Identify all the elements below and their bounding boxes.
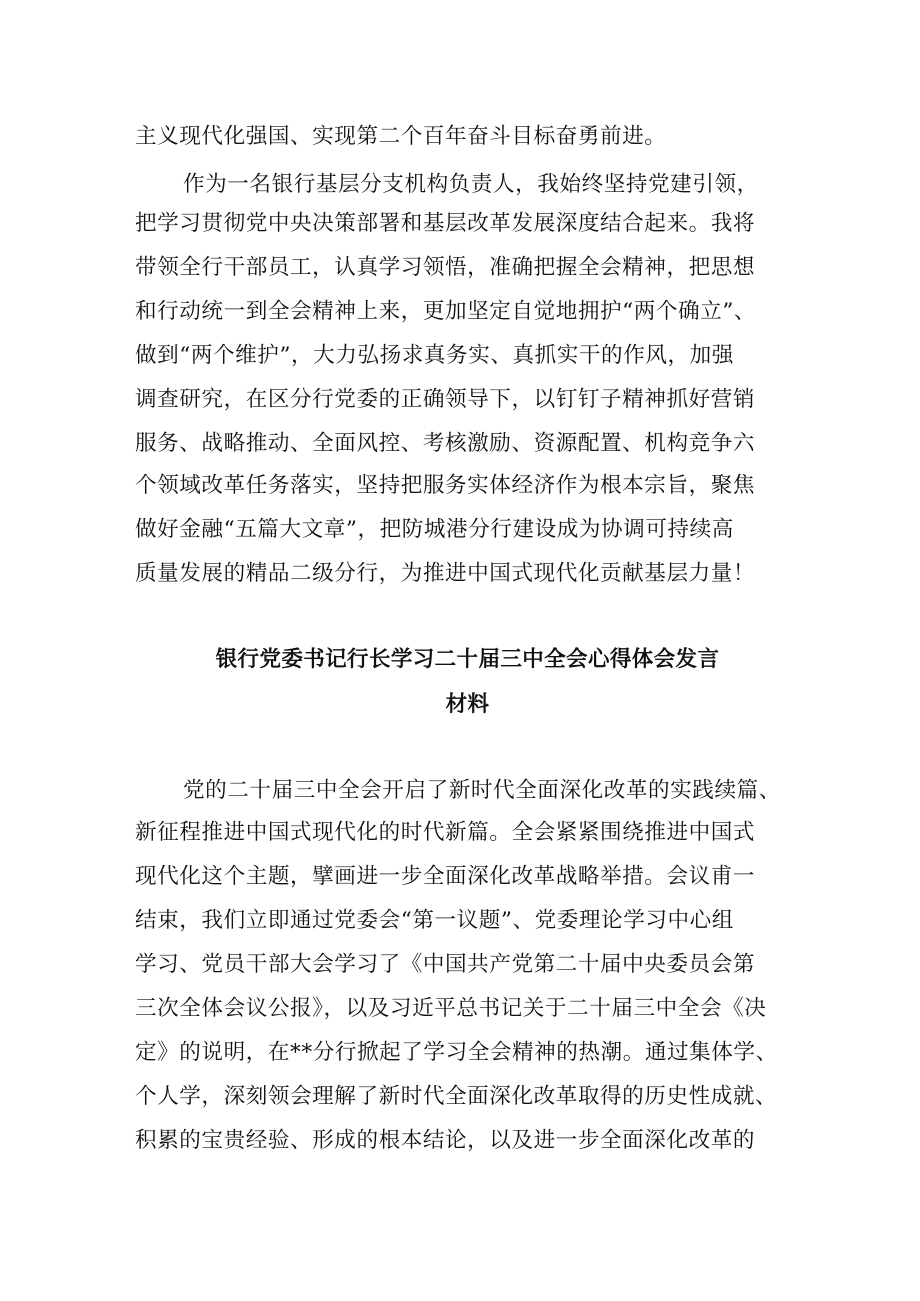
paragraph-line: 质量发展的精品二级分行，为推进中国式现代化贡献基层力量！: [135, 561, 756, 586]
section-title: 银行党委书记行长学习二十届三中全会心得体会发言: [215, 647, 720, 672]
paragraph-line: 现代化这个主题，擘画进一步全面深化改革战略举措。会议甫一: [135, 864, 756, 889]
paragraph-line: 带领全行干部员工，认真学习领悟，准确把握全会精神，把思想: [135, 255, 756, 280]
paragraph-line: 三次全体会议公报》，以及习近平总书记关于二十届三中全会《决: [135, 996, 767, 1021]
paragraph-line: 个人学，深刻领会理解了新时代全面深化改革取得的历史性成就、: [135, 1084, 778, 1109]
paragraph-line: 学习、党员干部大会学习了《中国共产党第二十届中央委员会第: [135, 952, 756, 977]
paragraph-line: 定》的说明，在**分行掀起了学习全会精神的热潮。通过集体学、: [135, 1040, 778, 1065]
paragraph-line: 调查研究，在区分行党委的正确领导下，以钉钉子精神抓好营销: [135, 387, 756, 412]
paragraph-line: 党的二十届三中全会开启了新时代全面深化改革的实践续篇、: [183, 778, 781, 803]
paragraph-line: 新征程推进中国式现代化的时代新篇。全会紧紧围绕推进中国式: [135, 820, 756, 845]
paragraph-line: 结束，我们立即通过党委会“第一议题”、党委理论学习中心组: [135, 908, 734, 933]
paragraph-line: 把学习贯彻党中央决策部署和基层改革发展深度结合起来。我将: [135, 211, 756, 236]
paragraph-line: 服务、战略推动、全面风控、考核激励、资源配置、机构竞争六: [135, 431, 756, 456]
paragraph-line: 个领域改革任务落实，坚持把服务实体经济作为根本宗旨，聚焦: [135, 473, 756, 498]
paragraph-line: 主义现代化强国、实现第二个百年奋斗目标奋勇前进。: [135, 124, 667, 149]
paragraph-line: 做好金融“五篇大文章”，把防城港分行建设成为协调可持续高: [135, 517, 734, 542]
paragraph-line: 做到“两个维护”，大力弘扬求真务实、真抓实干的作风，加强: [135, 343, 734, 368]
section-title-continuation: 材料: [445, 692, 490, 717]
paragraph-line: 作为一名银行基层分支机构负责人，我始终坚持党建引领，: [183, 172, 759, 197]
paragraph-line: 积累的宝贵经验、形成的根本结论，以及进一步全面深化改革的: [135, 1128, 756, 1153]
paragraph-line: 和行动统一到全会精神上来，更加坚定自觉地拥护“两个确立”、: [135, 299, 757, 324]
